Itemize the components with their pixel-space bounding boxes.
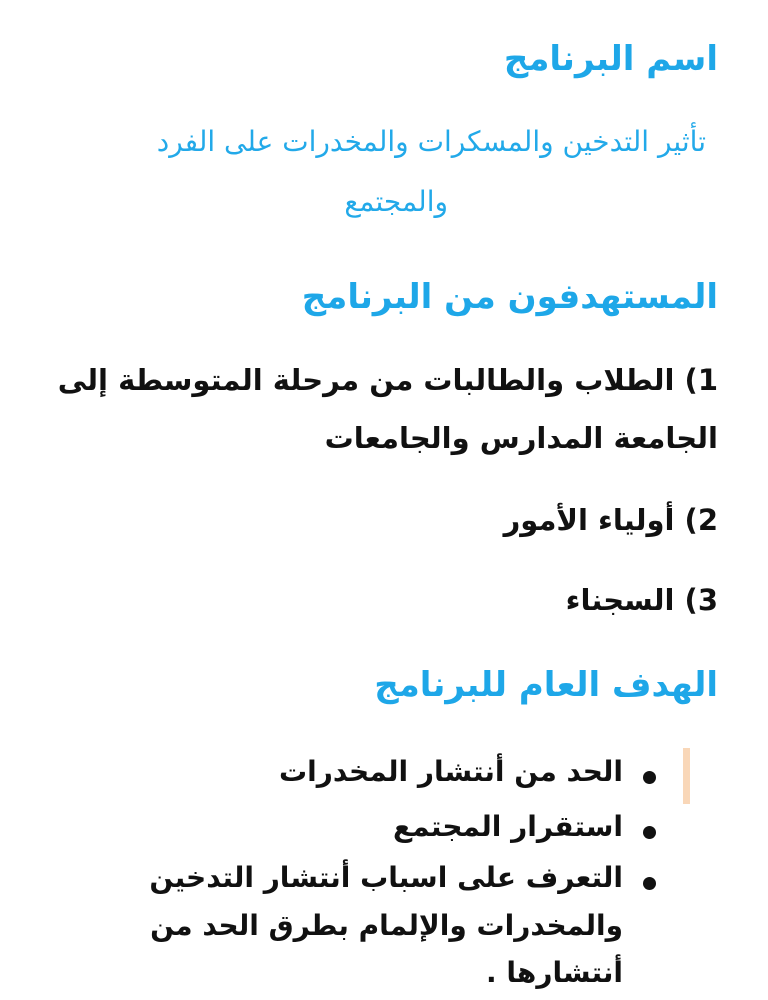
bullet-dot-icon: [643, 877, 656, 890]
target-audience-heading: المستهدفون من البرنامج: [301, 277, 718, 317]
program-title-line-1: تأثير التدخين والمسكرات والمخدرات على الفرد: [156, 125, 706, 158]
goal-bullet-3-line-3: أنتشارها .: [486, 956, 623, 989]
target-item-1-line-2: الجامعة المدارس والجامعات: [324, 421, 718, 455]
target-item-1-line-1: 1) الطلاب والطالبات من مرحلة المتوسطة إلى: [57, 363, 718, 397]
program-name-heading: اسم البرنامج: [503, 39, 718, 79]
side-highlight-mark: [683, 748, 690, 804]
bullet-dot-icon: [643, 826, 656, 839]
general-goal-heading: الهدف العام للبرنامج: [374, 665, 718, 705]
goal-bullet-3-line-1: التعرف على اسباب أنتشار التدخين: [149, 861, 623, 894]
program-title-line-2: والمجتمع: [344, 185, 448, 218]
target-item-3: 3) السجناء: [565, 583, 718, 617]
goal-bullet-2: استقرار المجتمع: [393, 810, 623, 843]
goal-bullet-3-line-2: والمخدرات والإلمام بطرق الحد من: [150, 909, 623, 942]
goal-bullet-1: الحد من أنتشار المخدرات: [279, 755, 623, 788]
bullet-dot-icon: [643, 771, 656, 784]
target-item-2: 2) أولياء الأمور: [503, 503, 718, 537]
